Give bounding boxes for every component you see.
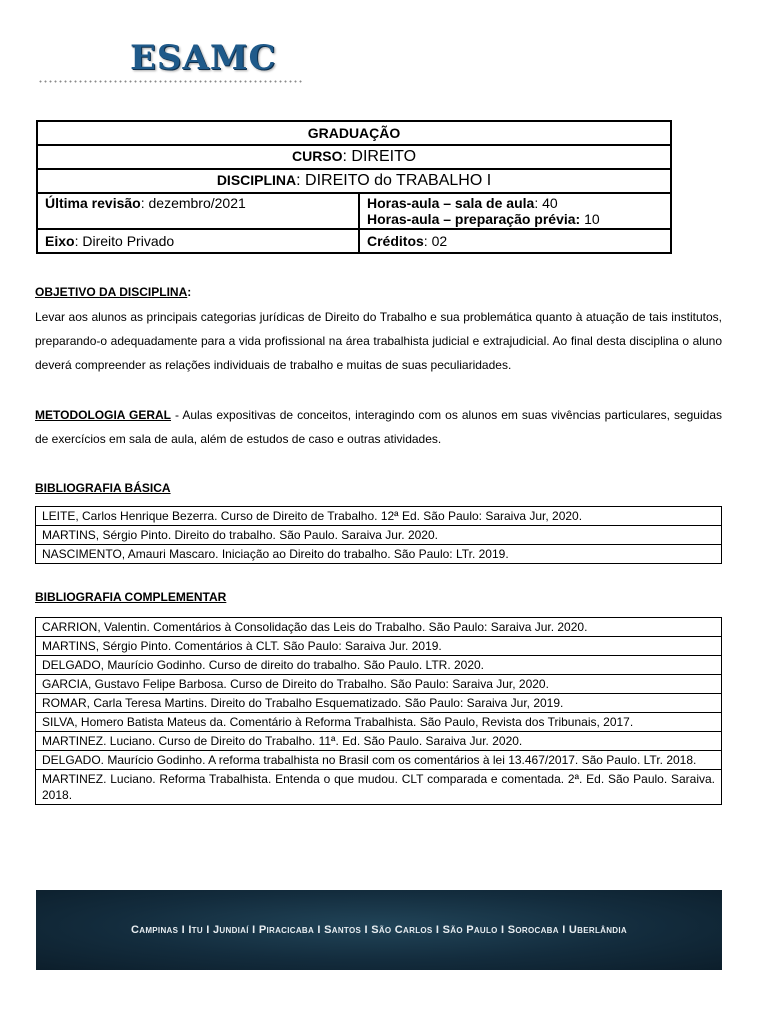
header-row-disciplina (37, 169, 671, 193)
bib-complementar-item: MARTINEZ. Luciano. Reforma Trabalhista. Entenda o que mudou. CLT comparada e comentada. 2ª. Ed. São Paulo. Saraiva. 2018. (36, 770, 722, 805)
header-row-eixo-creditos (37, 229, 671, 253)
header-row-graduacao (37, 121, 671, 145)
table-row (36, 675, 722, 694)
bib-complementar-item: DELGADO, Maurício Godinho. Curso de direito do trabalho. São Paulo. LTR. 2020. (36, 656, 722, 675)
bib-complementar-table (35, 617, 722, 805)
table-row (36, 507, 722, 526)
bib-basica-table (35, 506, 722, 564)
objetivo-title: OBJETIVO DA DISCIPLINA (35, 285, 188, 299)
curso-cell (37, 145, 671, 169)
horas-prep-value: 10 (580, 211, 600, 227)
esamc-logo: ESAMC (130, 38, 277, 78)
curso-value: : DIREITO (342, 148, 417, 165)
objetivo-heading (35, 285, 191, 299)
horas-sala-line (367, 195, 663, 211)
curso-label: CURSO (291, 148, 343, 164)
horas-prep-line (367, 211, 663, 227)
objetivo-paragraph: Levar aos alunos as principais categorias jurídicas de Direito do Trabalho e sua problemática quanto à atuação de tais institutos, preparando-o adequadamente para a vida profissional na área trabalhista judicial e extrajudicial. Ao final desta disciplina o aluno deverá compreender as relações individuais de trabalho e muitas de suas peculiaridades. (35, 310, 722, 372)
bib-complementar-item: MARTINEZ. Luciano. Curso de Direito do Trabalho. 11ª. Ed. São Paulo. Saraiva Jur. 2020. (36, 732, 722, 751)
eixo-label: Eixo (45, 233, 75, 249)
footer-campus-list: Campinas I Itu I Jundiaí I Piracicaba I Santos I São Carlos I São Paulo I Sorocaba I Uberlândia (131, 924, 627, 936)
metodologia-text: - Aulas expositivas de conceitos, interagindo com os alunos em suas vivências particulares, seguidas de exercícios em sala de aula, além de estudos de caso e outras atividades. (35, 408, 722, 446)
footer-banner (36, 890, 722, 970)
table-row (36, 751, 722, 770)
logo-dotted-line (38, 80, 302, 83)
table-row (36, 713, 722, 732)
bib-basica-heading: BIBLIOGRAFIA BÁSICA (35, 481, 171, 495)
bib-complementar-item: SILVA, Homero Batista Mateus da. Comentário à Reforma Trabalhista. São Paulo, Revista dos Tribunais, 2017. (36, 713, 722, 732)
bib-basica-item: MARTINS, Sérgio Pinto. Direito do trabalho. São Paulo. Saraiva Jur. 2020. (36, 526, 722, 545)
bib-basica-item: NASCIMENTO, Amauri Mascaro. Iniciação ao Direito do trabalho. São Paulo: LTr. 2019. (36, 545, 722, 564)
bib-complementar-heading: BIBLIOGRAFIA COMPLEMENTAR (35, 590, 227, 604)
creditos-value: : 02 (423, 233, 448, 249)
revisao-label: Última revisão (45, 195, 141, 211)
disciplina-value: : DIREITO do TRABALHO I (296, 172, 492, 189)
metodologia-paragraph (35, 403, 722, 451)
graduacao-cell: GRADUAÇÃO (37, 121, 671, 145)
bib-basica-item: LEITE, Carlos Henrique Bezerra. Curso de Direito de Trabalho. 12ª Ed. São Paulo: Saraiva Jur, 2020. (36, 507, 722, 526)
objetivo-colon: : (187, 285, 192, 299)
header-row-curso (37, 145, 671, 169)
table-row (36, 656, 722, 675)
horas-sala-value: : 40 (534, 195, 558, 211)
bib-complementar-item: CARRION, Valentin. Comentários à Consolidação das Leis do Trabalho. São Paulo: Saraiva Jur. 2020. (36, 618, 722, 637)
creditos-cell (359, 229, 671, 253)
metodologia-title: METODOLOGIA GERAL (35, 408, 172, 422)
revisao-value: : dezembro/2021 (140, 195, 246, 211)
horas-sala-label: Horas-aula – sala de aula (367, 195, 535, 211)
horas-prep-label: Horas-aula – preparação prévia: (367, 211, 581, 227)
creditos-label: Créditos (367, 233, 424, 249)
course-header-table (36, 120, 672, 254)
header-row-revisao-horas (37, 193, 671, 229)
bib-complementar-item: ROMAR, Carla Teresa Martins. Direito do Trabalho Esquematizado. São Paulo: Saraiva Jur, 2019. (36, 694, 722, 713)
table-row (36, 637, 722, 656)
table-row (36, 545, 722, 564)
table-row (36, 526, 722, 545)
table-row (36, 770, 722, 805)
disciplina-label: DISCIPLINA (216, 172, 297, 188)
horas-cell (359, 193, 671, 229)
eixo-cell (37, 229, 359, 253)
bib-complementar-item: DELGADO. Maurício Godinho. A reforma trabalhista no Brasil com os comentários à lei 13.467/2017. São Paulo. LTr. 2018. (36, 751, 722, 770)
bib-complementar-item: MARTINS, Sérgio Pinto. Comentários à CLT. São Paulo: Saraiva Jur. 2019. (36, 637, 722, 656)
table-row (36, 618, 722, 637)
bib-complementar-item: GARCIA, Gustavo Felipe Barbosa. Curso de Direito do Trabalho. São Paulo: Saraiva Jur, 2020. (36, 675, 722, 694)
table-row (36, 732, 722, 751)
revisao-cell (37, 193, 359, 229)
disciplina-cell (37, 169, 671, 193)
eixo-value: : Direito Privado (74, 233, 175, 249)
table-row (36, 694, 722, 713)
